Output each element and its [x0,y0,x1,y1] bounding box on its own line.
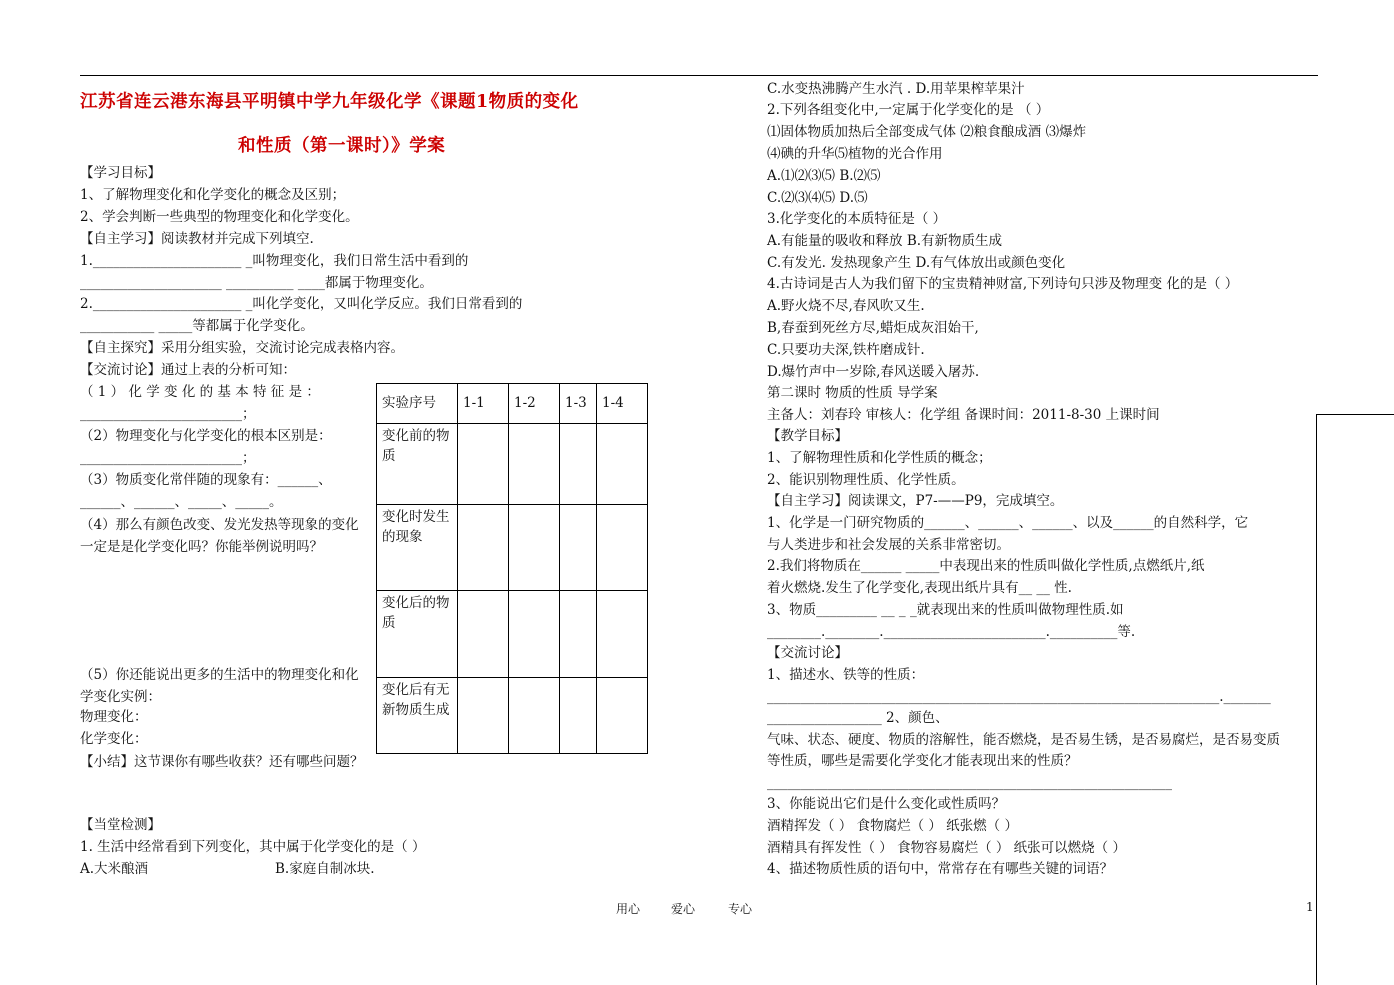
right-line: C.水变热沸腾产生水汽 . D.用苹果榨苹果汁 [767,81,1025,97]
right-line: ⑴固体物质加热后全部变成气体 ⑵粮食酿成酒 ⑶爆炸 [767,124,1087,140]
right-line: ___________________________________________________________________._______ [767,689,1271,705]
right-line: B,春蚕到死丝方尽,蜡炬成灰泪始干, [767,320,979,336]
table-cell[interactable] [509,424,560,505]
right-line: 3、你能说出它们是什么变化或性质吗？ [767,796,1006,812]
footer-word: 专心 [728,902,753,916]
left-line: 1.______________________ _叫物理变化，我们日常生活中看到的 [80,253,469,269]
table-cell[interactable] [458,424,509,505]
right-line: 等性质，哪些是需要化学变化才能表现出来的性质？ [767,753,1078,769]
question-1: （ 1 ） 化 学 变 化 的 基 本 特 征 是 ： [80,384,320,400]
right-line: 1、了解物理性质和化学性质的概念； [767,450,992,466]
left-line: _____________________ __________ ____都属于物理变化。 [80,275,433,291]
table-header-cell: 1-2 [509,384,560,424]
table-cell[interactable] [560,678,597,754]
right-line: C.有发光. 发热现象产生 D.有气体放出或颜色变化 [767,255,1066,271]
table-row-label: 变化后的物质 [377,591,458,678]
table-header-cell: 1-4 [597,384,648,424]
table-cell[interactable] [458,591,509,678]
table-row-label: 变化时发生的现象 [377,505,458,591]
table-cell[interactable] [560,505,597,591]
right-line: A.⑴⑵⑶⑸ B.⑵⑸ [767,168,881,184]
chemical-change-label: 化学变化： [80,731,148,747]
right-line: 3.化学变化的本质特征是（ ） [767,211,947,227]
right-line: 3、物质_________ __ _ _就表现出来的性质叫做物理性质.如 [767,602,1124,618]
right-line: 1、化学是一门研究物质的______、______、______、以及______的自然科学，它 [767,515,1249,531]
right-line: 【教学目标】 [767,428,848,444]
page-number: 1 [1306,900,1314,914]
right-line: _________________ 2、颜色、 [767,710,949,726]
right-line: 酒精具有挥发性（ ） 食物容易腐烂（ ） 纸张可以燃烧（ ） [767,840,1126,856]
table-header-cell: 1-3 [560,384,597,424]
test-question-1: 1. 生活中经常看到下列变化，其中属于化学变化的是（ ） [80,839,426,855]
experiment-table [376,383,648,754]
left-line: 【自主探究】采用分组实验，交流讨论完成表格内容。 [80,340,404,356]
table-cell[interactable] [509,591,560,678]
question-2-blank: ________________________； [80,450,256,466]
table-row-label: 变化后有无新物质生成 [377,678,458,754]
physical-change-label: 物理变化： [80,709,148,725]
side-rule-vertical [1316,414,1317,985]
right-line: ⑷碘的升华⑸植物的光合作用 [767,146,943,162]
table-cell[interactable] [509,678,560,754]
right-line: ____________________________________________________________ [767,775,1172,791]
right-line: 第二课时 物质的性质 导学案 [767,385,938,401]
table-cell[interactable] [560,424,597,505]
table-cell[interactable] [597,678,648,754]
table-cell[interactable] [560,591,597,678]
side-rule-horizontal [1316,414,1394,415]
left-line: ___________ _____等都属于化学变化。 [80,318,314,334]
left-line: 【学习目标】 [80,165,161,181]
top-rule [80,75,1318,76]
question-4: （4）那么有颜色改变、发光发热等现象的变化一定是是化学变化吗？你能举例说明吗？ [80,517,359,555]
left-line: 【自主学习】阅读教材并完成下列填空. [80,231,314,247]
table-header-cell: 实验序号 [377,384,458,424]
table-cell[interactable] [597,424,648,505]
left-line: 1、了解物理变化和化学变化的概念及区别； [80,187,346,203]
right-line: A.有能量的吸收和释放 B.有新物质生成 [767,233,1003,249]
left-line: 2、学会判断一些典型的物理变化和化学变化。 [80,209,359,225]
right-line: D.爆竹声中一岁除,春风送暖入屠苏. [767,364,980,380]
right-line: ________.________.________________________.__________等. [767,624,1136,640]
document-title-line2: 和性质（第一课时）》学案 [238,136,446,156]
right-line: 【交流讨论】 [767,645,848,661]
question-5: （5）你还能说出更多的生活中的物理变化和化学变化实例： [80,667,359,705]
question-3-blank: ______、______、_____、_____。 [80,494,283,510]
question-3: （3）物质变化常伴随的现象有：______、 [80,472,332,488]
left-line: 2.______________________ _叫化学变化，又叫化学反应。我们日常看到的 [80,296,523,312]
right-line: A.野火烧不尽,春风吹又生. [767,298,925,314]
right-line: 2.下列各组变化中,一定属于化学变化的是 （ ） [767,102,1050,118]
right-line: C.只要功夫深,铁杵磨成针. [767,342,925,358]
right-line: 酒精挥发（ ） 食物腐烂（ ） 纸张燃（ ） [767,818,1018,834]
test-header: 【当堂检测】 [80,817,161,833]
right-line: 4、描述物质性质的语句中，常常存在有哪些关键的词语？ [767,861,1114,877]
question-2: （2）物理变化与化学变化的根本区别是： [80,428,332,444]
table-cell[interactable] [458,678,509,754]
summary: 【小结】这节课你有哪些收获？还有哪些问题？ [80,754,364,770]
right-line: 2.我们将物质在______ _____中表现出来的性质叫做化学性质,点燃纸片,纸 [767,558,1205,574]
table-header-cell: 1-1 [458,384,509,424]
right-line: 主备人：刘春玲 审核人：化学组 备课时间：2011-8-30 上课时间 [767,407,1160,423]
table-cell[interactable] [458,505,509,591]
right-line: 气味、状态、硬度、物质的溶解性，能否燃烧，是否易生锈，是否易腐烂，是否易变质 [767,732,1280,748]
right-line: 2、能识别物理性质、化学性质。 [767,472,965,488]
table-cell[interactable] [597,505,648,591]
question-1-blank: ________________________； [80,406,256,422]
left-line: 【交流讨论】通过上表的分析可知： [80,362,296,378]
right-line: 4.古诗词是古人为我们留下的宝贵精神财富,下列诗句只涉及物理变 化的是（ ） [767,276,1239,292]
footer-word: 用心 [616,902,641,916]
right-line: 与人类进步和社会发展的关系非常密切。 [767,537,1010,553]
table-cell[interactable] [597,591,648,678]
right-line: C.⑵⑶⑷⑸ D.⑸ [767,190,868,206]
document-title-line1: 江苏省连云港东海县平明镇中学九年级化学《课题1物质的变化 [80,92,579,112]
table-cell[interactable] [509,505,560,591]
right-line: 【自主学习】阅读课文，P7-——P9，完成填空。 [767,493,1064,509]
right-line: 1、描述水、铁等的性质： [767,667,925,683]
footer-word: 爱心 [671,902,696,916]
table-row-label: 变化前的物质 [377,424,458,505]
test-option-a: A.大米酿酒 [80,861,149,877]
right-line: 着火燃烧.发生了化学变化,表现出纸片具有__ __ 性. [767,580,1072,596]
test-option-b: B.家庭自制冰块. [275,861,375,877]
